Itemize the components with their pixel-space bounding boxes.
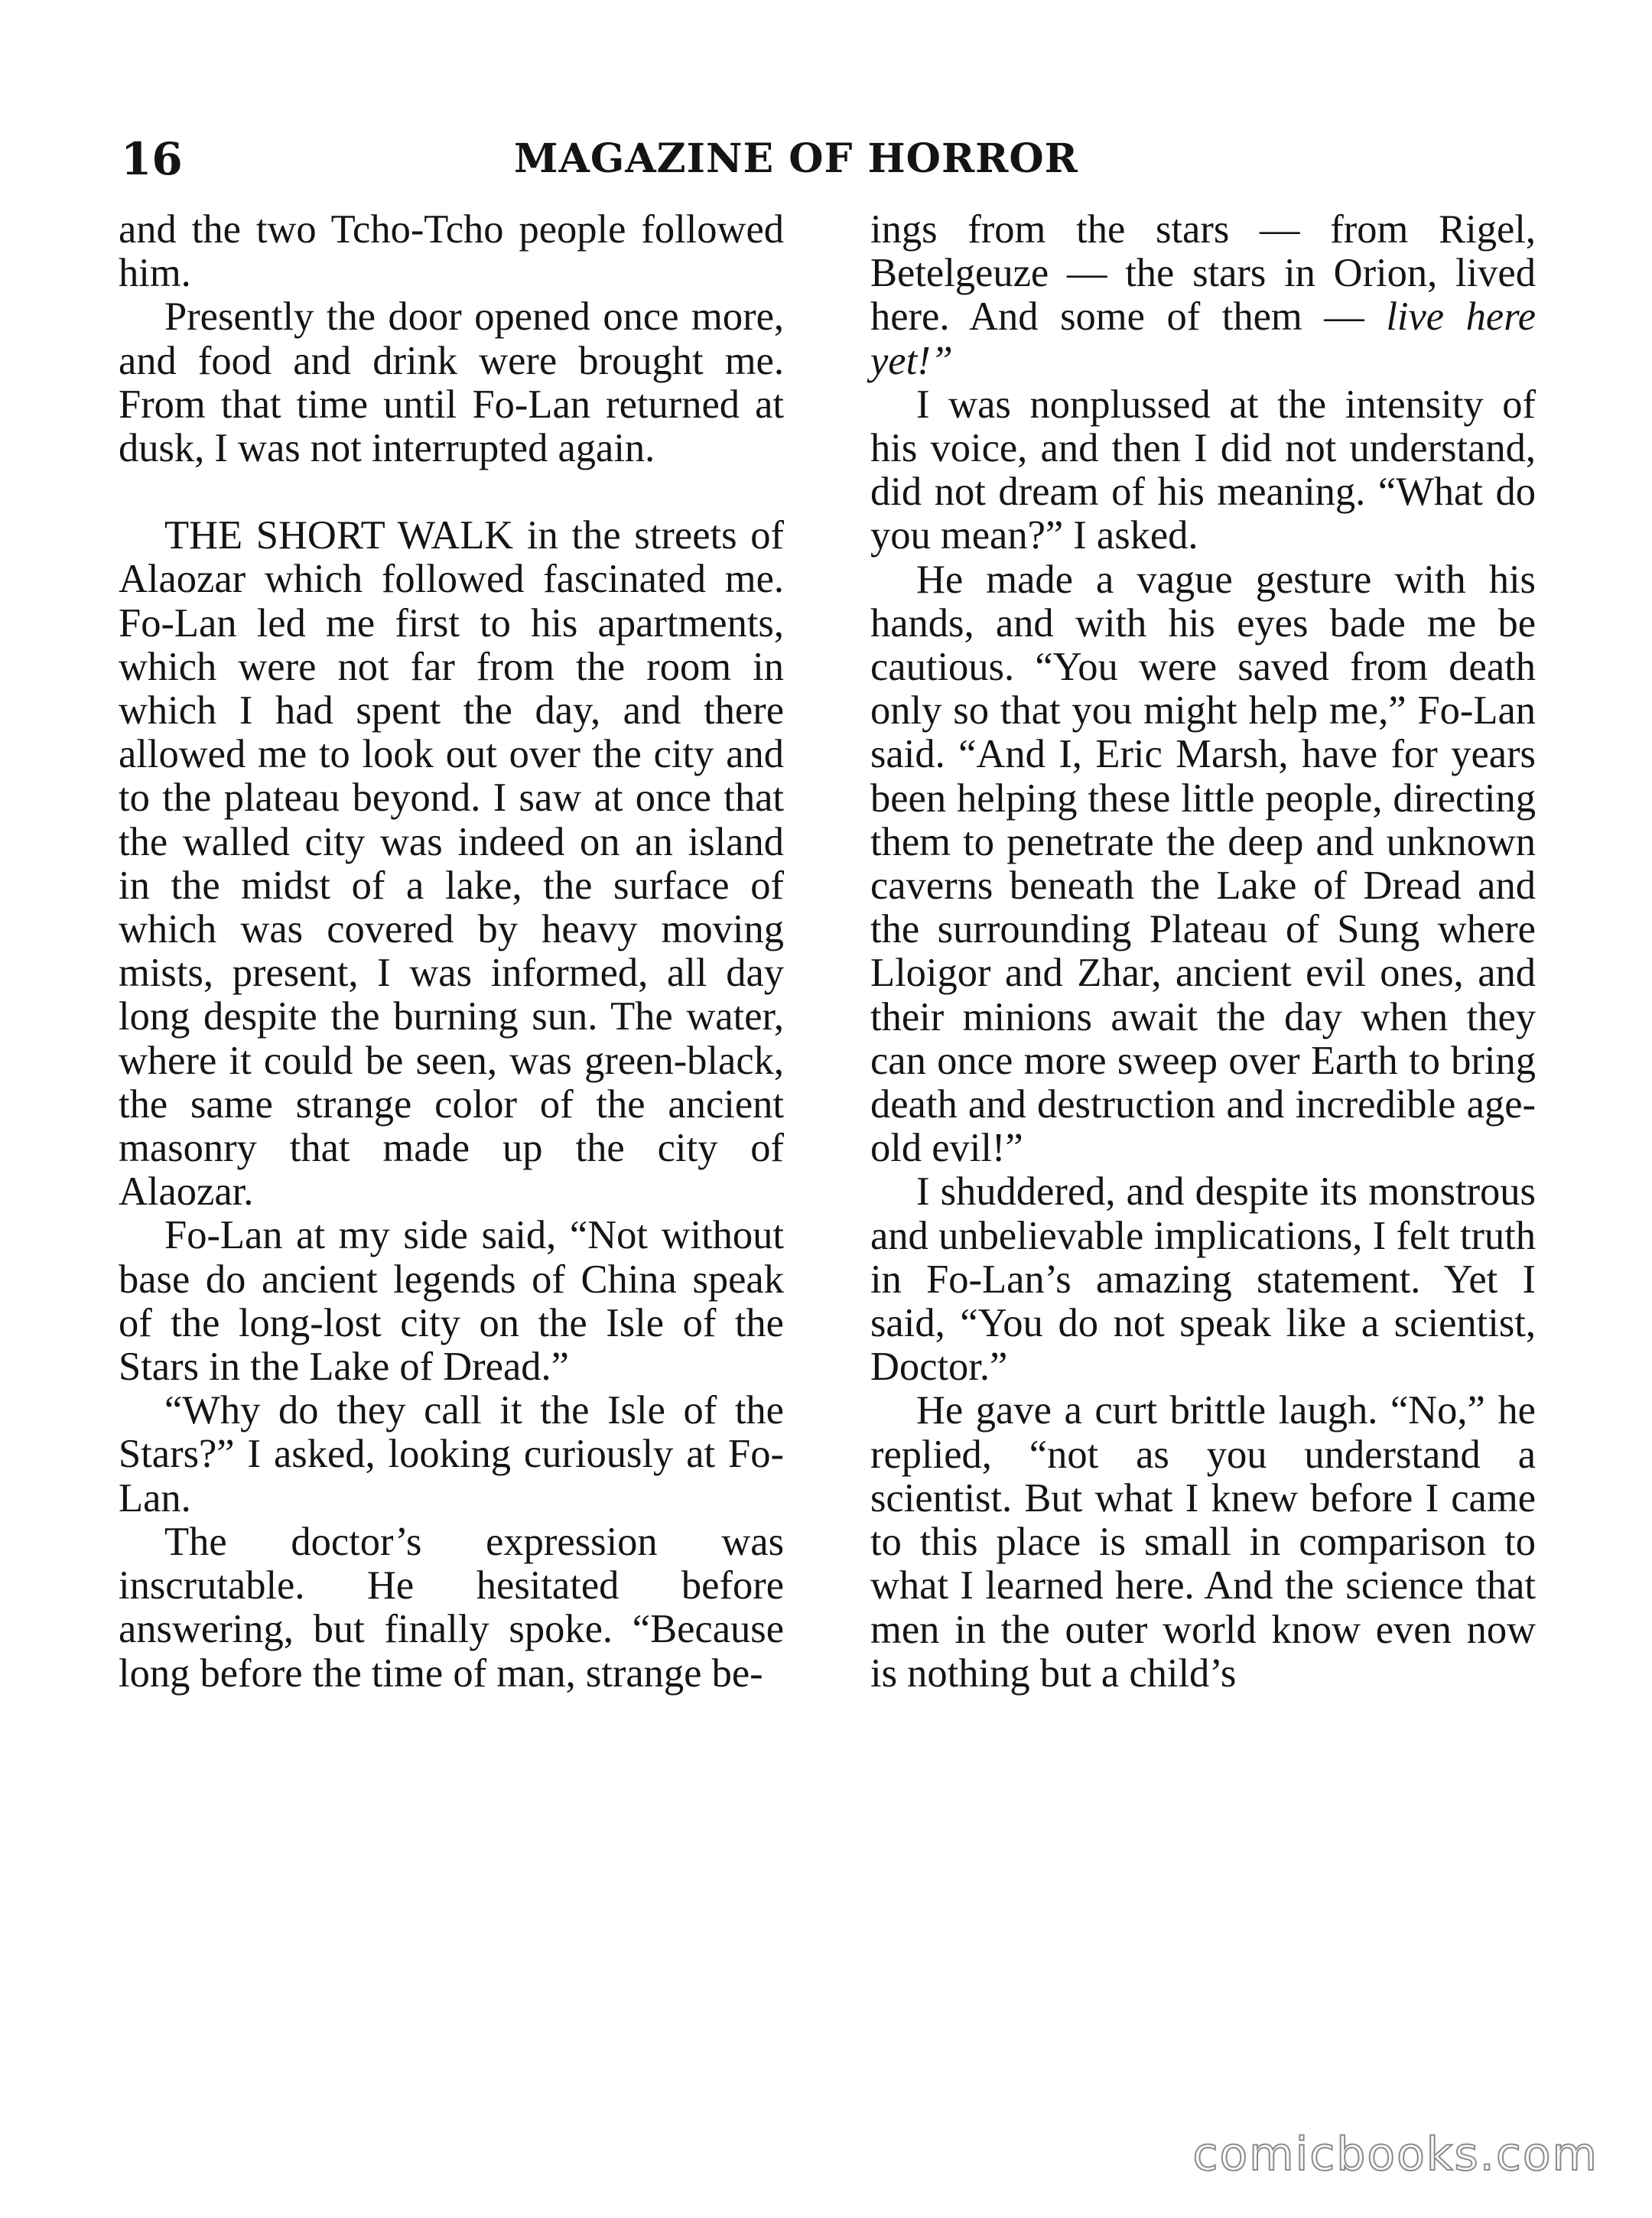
page-header	[116, 128, 1554, 190]
paragraph: “Why do they call it the Isle of the Stars?” I asked, looking curiously at Fo-Lan.	[119, 1388, 784, 1520]
watermark-logo: comicbooks.com	[1192, 2128, 1598, 2181]
paragraph: He made a vague gesture with his hands, and with his eyes bade me be cautious. “You were saved from death only so that you might help me,” Fo-Lan said. “And I, Eric Marsh, have for years been helping these little people, directing them to penetrate the deep and unknown caverns beneath the Lake of Dread and the surrounding Plateau of Sung where Lloigor and Zhar, ancient evil ones, and their minions await the day when they can once more sweep over Earth to bring death and destruction and incredible age-old evil!”	[870, 557, 1536, 1171]
paragraph-text: ings from the stars — from Rigel, Betelgeuze — the stars in Orion, lived here. And some of them —	[870, 207, 1536, 340]
paragraph: I was nonplussed at the intensity of his voice, and then I did not understand, did not dream of his meaning. “What do you mean?” I asked.	[870, 382, 1536, 558]
page-number: 16	[121, 133, 183, 185]
paragraph: The doctor’s expression was inscrutable. He hesitated before answering, but finally spoke. “Because long before the time of man, strange be-	[119, 1519, 784, 1696]
paragraph: Fo-Lan at my side said, “Not without base do ancient legends of China speak of the long-lost city on the Isle of the Stars in the Lake of Dread.”	[119, 1213, 784, 1390]
italic-emphasis: live here yet!”	[870, 294, 1536, 383]
paragraph: I shuddered, and despite its monstrous and unbelievable implications, I felt truth in Fo-Lan’s amazing statement. Yet I said, “You do not speak like a scientist, Doctor.”	[870, 1169, 1536, 1390]
section-opening-paragraph: THE SHORT WALK in the streets of Alaozar which followed fascinated me. Fo-Lan led me first to his apartments, which were not far from the room in which I had spent the day, and there allowed me to look out over the city and to the plateau beyond. I saw at once that the walled city was indeed on an island in the midst of a lake, the surface of which was covered by heavy moving mists, present, I was informed, all day long despite the burning sun. The water, where it could be seen, was green-black, the same strange color of the ancient masonry that made up the city of Alaozar.	[119, 513, 784, 1215]
paragraph	[870, 208, 1536, 383]
paragraph: Presently the door opened once more, and food and drink were brought me. From that time until Fo-Lan returned at dusk, I was not interrupted again.	[119, 294, 784, 471]
paragraph: and the two Tcho-Tcho people followed him.	[119, 207, 784, 296]
right-column	[870, 208, 1536, 1696]
paragraph: He gave a curt brittle laugh. “No,” he replied, “not as you understand a scientist. But what I knew before I came to this place is small in comparison to what I learned here. And the science that men in the outer world know even now is nothing but a child’s	[870, 1388, 1536, 1696]
left-column	[119, 208, 784, 1696]
running-title: MAGAZINE OF HORROR	[514, 135, 1078, 182]
